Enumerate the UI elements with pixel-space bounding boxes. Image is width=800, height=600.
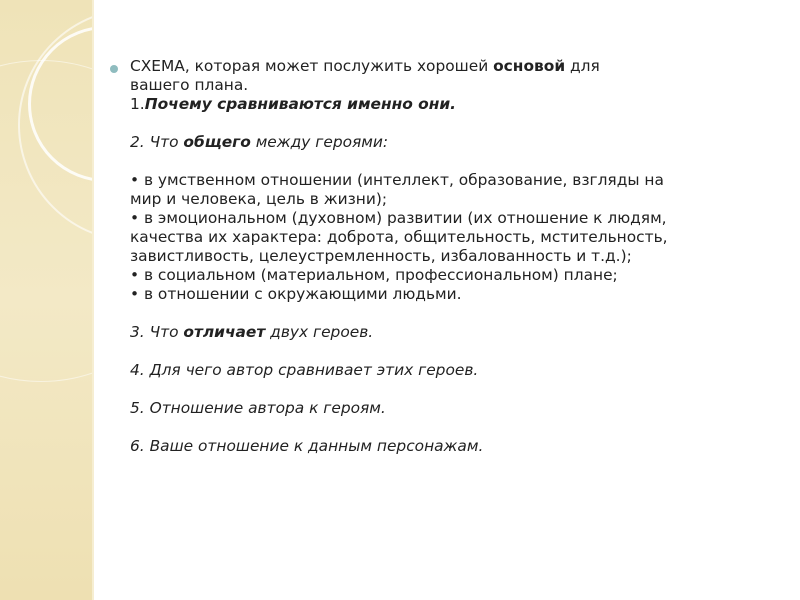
detail-line: • в социальном (материальном, профессиональном) плане; <box>130 266 618 284</box>
item-2-suffix: между героями: <box>250 133 389 151</box>
item-6-text: 6. Ваше отношение к данным персонажам. <box>130 437 484 455</box>
item-3 <box>130 323 770 342</box>
intro-text-end: для <box>565 57 600 75</box>
detail-line: мир и человека, цель в жизни); <box>130 190 388 208</box>
intro-line <box>130 57 770 76</box>
bullet-item <box>110 57 770 456</box>
spacer <box>130 114 770 133</box>
detail-line: • в эмоциональном (духовном) развитии (их отношение к людям, <box>130 209 667 227</box>
item-3-suffix: двух героев. <box>265 323 374 341</box>
item-6 <box>130 437 770 456</box>
item-5 <box>130 399 770 418</box>
spacer <box>130 380 770 399</box>
decorative-ring <box>0 60 92 382</box>
item-3-bold-word: отличает <box>183 323 266 341</box>
slide-content <box>110 57 770 456</box>
intro-bold-word: основой <box>493 57 566 75</box>
detail-line: качества их характера: доброта, общительность, мстительность, <box>130 228 668 246</box>
item-5-text: 5. Отношение автора к героям. <box>130 399 386 417</box>
decorative-side-panel <box>0 0 92 600</box>
intro-text: СХЕМА, которая может послужить хорошей <box>130 57 494 75</box>
panel-divider <box>92 0 94 600</box>
item-4 <box>130 361 770 380</box>
item-1-number: 1. <box>130 95 145 113</box>
detail-line: завистливость, целеустремленность, избалованность и т.д.); <box>130 247 632 265</box>
item-2-prefix: 2. Что <box>130 133 184 151</box>
item-3-prefix: 3. Что <box>130 323 184 341</box>
item-4-text: 4. Для чего автор сравнивает этих героев. <box>130 361 479 379</box>
spacer <box>130 342 770 361</box>
spacer <box>130 418 770 437</box>
detail-line: • в умственном отношении (интеллект, образование, взгляды на <box>130 171 664 189</box>
bullet-dot-icon <box>110 65 118 73</box>
item-1 <box>130 95 770 114</box>
spacer <box>130 304 770 323</box>
detail-line: • в отношении с окружающими людьми. <box>130 285 462 303</box>
item-1-text: Почему сравниваются именно они. <box>144 95 457 113</box>
item-2 <box>130 133 770 152</box>
item-2-bold-word: общего <box>183 133 251 151</box>
spacer <box>130 152 770 171</box>
intro-line-2: вашего плана. <box>130 76 249 94</box>
